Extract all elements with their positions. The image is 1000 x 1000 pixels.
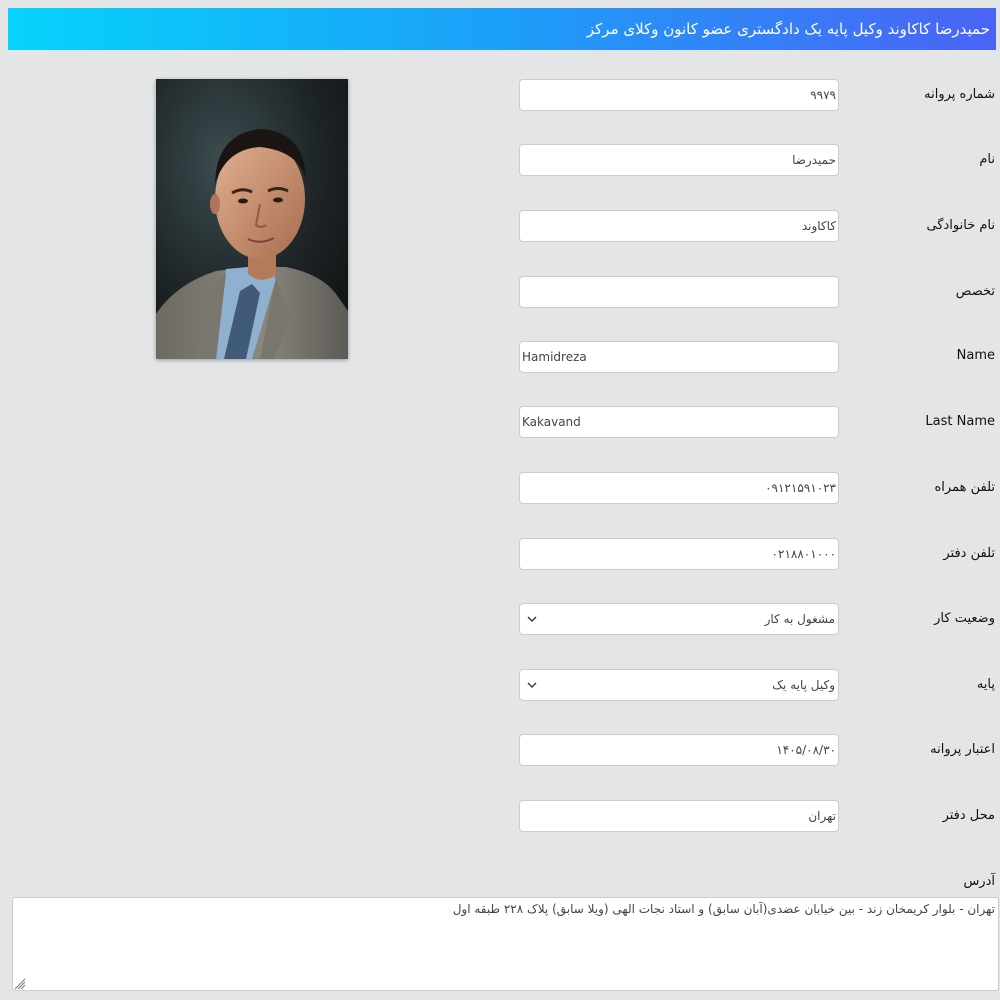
grade-value: وکیل پایه یک [772,678,835,692]
address-label: آدرس [963,874,995,889]
license-validity-field[interactable] [519,734,839,766]
chevron-down-icon [524,616,540,622]
mobile-label: تلفن همراه [934,480,995,495]
grade-label: پایه [976,677,995,692]
last-name-label: نام خانوادگی [926,218,995,233]
license-number-label: شماره پروانه [924,87,995,102]
specialty-label: تخصص [955,284,995,299]
resize-grip-icon[interactable] [13,976,27,990]
first-name-label: نام [979,152,995,167]
work-status-value: مشغول به کار [764,612,835,626]
last-name-en-label: Last Name [925,414,995,429]
name-en-field[interactable] [519,341,839,373]
work-status-label: وضعیت کار [934,611,995,626]
lawyer-photo [156,79,348,359]
office-location-field[interactable] [519,800,839,832]
office-phone-label: تلفن دفتر [943,546,995,561]
last-name-en-field[interactable] [519,406,839,438]
chevron-down-icon [524,682,540,688]
license-number-field[interactable] [519,79,839,111]
last-name-field[interactable] [519,210,839,242]
address-textarea[interactable] [12,897,999,991]
grade-select[interactable] [519,669,839,701]
mobile-field[interactable] [519,472,839,504]
office-location-label: محل دفتر [942,808,995,823]
specialty-field[interactable] [519,276,839,308]
page-title: حمیدرضا کاکاوند وکیل پایه یک دادگستری عضو کانون وکلای مرکز [586,20,990,38]
work-status-select[interactable] [519,603,839,635]
office-phone-field[interactable] [519,538,839,570]
license-validity-label: اعتبار پروانه [930,742,995,757]
name-en-label: Name [956,348,995,363]
first-name-field[interactable] [519,144,839,176]
page-header [8,8,996,50]
portrait-image [156,79,348,359]
